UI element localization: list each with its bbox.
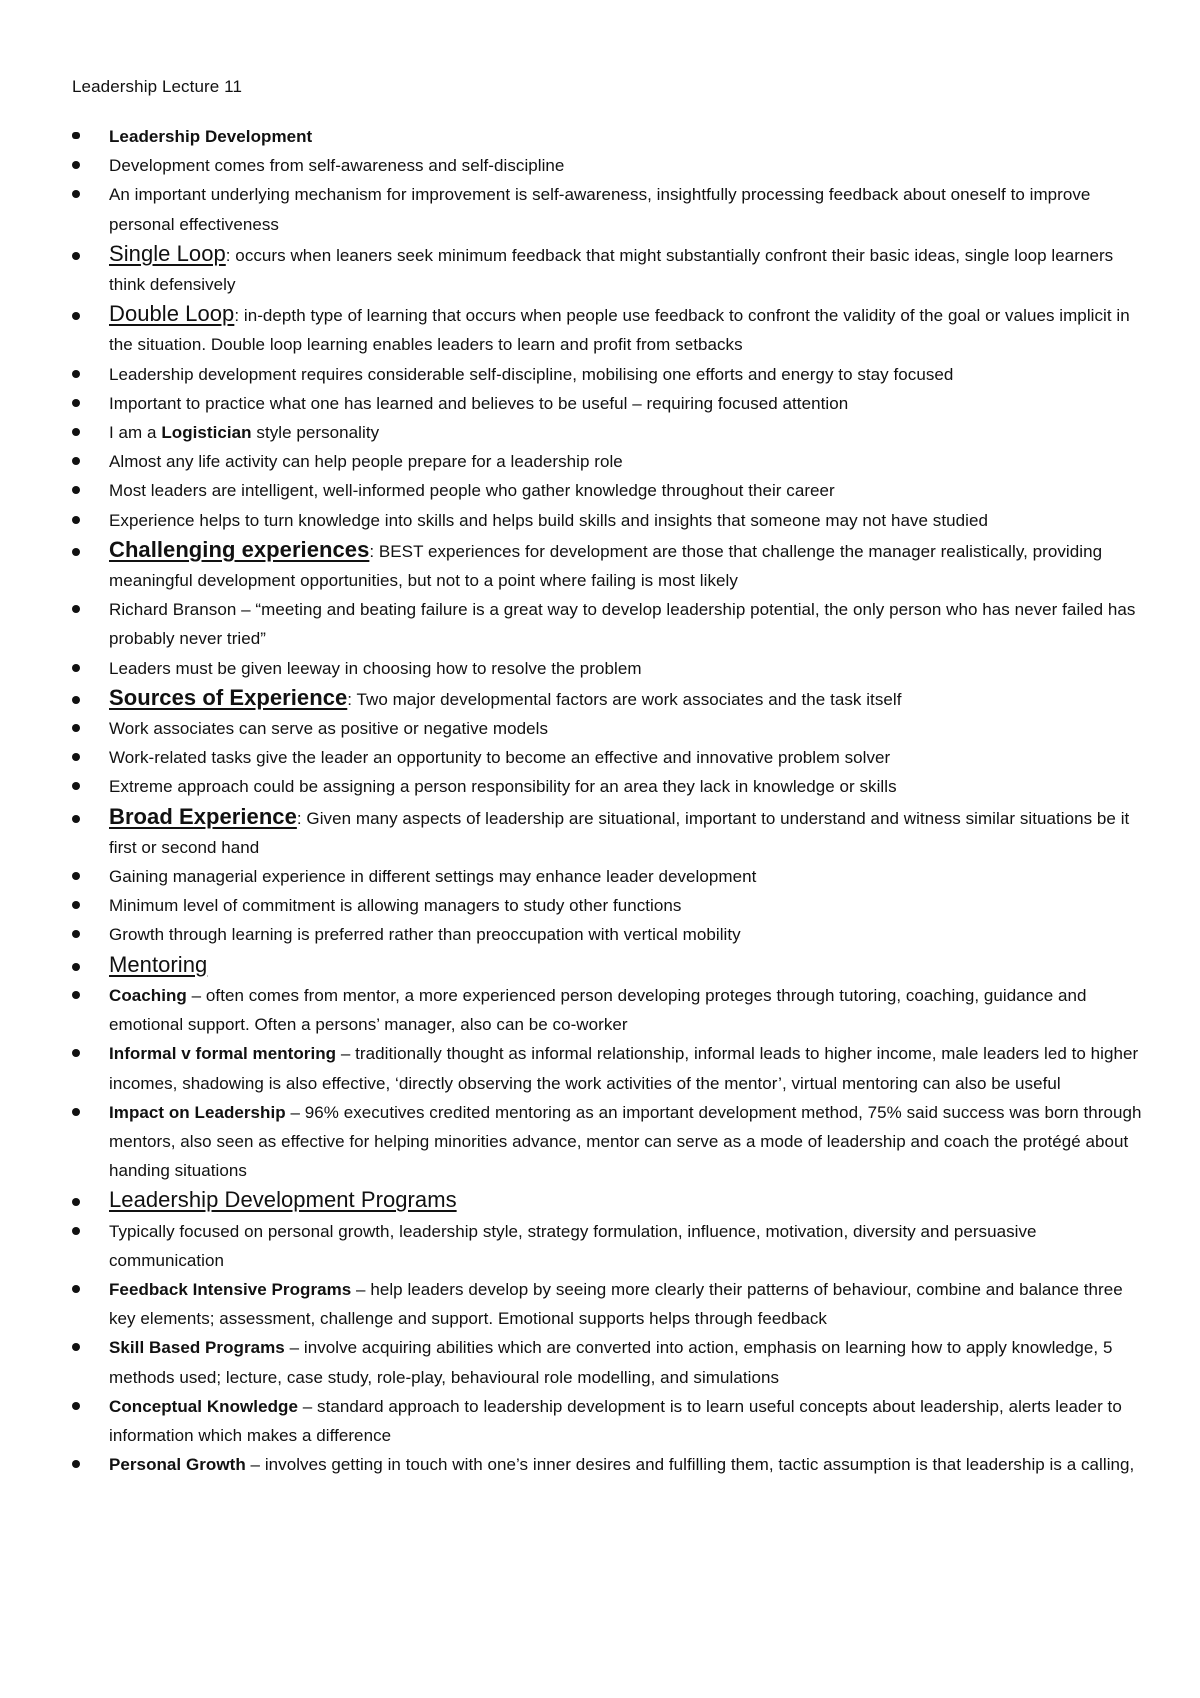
list-item: Coaching – often comes from mentor, a more experienced person developing proteges through tutoring, coaching, guidance and emotional support. Often a persons’ manager, also can be co-worker	[72, 981, 1152, 1039]
list-item: Experience helps to turn knowledge into skills and helps build skills and insights that someone may not have studied	[72, 506, 1152, 535]
list-item: I am a Logistician style personality	[72, 418, 1152, 447]
heading-leadership-development-programs: Leadership Development Programs	[109, 1187, 457, 1213]
list-item: Almost any life activity can help people prepare for a leadership role	[72, 447, 1152, 476]
list-item	[72, 122, 1152, 151]
list-item: Feedback Intensive Programs – help leaders develop by seeing more clearly their patterns of behaviour, combine and balance three key elements; assessment, challenge and support. Emotional supports helps through feedback	[72, 1275, 1152, 1333]
list-item: Richard Branson – “meeting and beating failure is a great way to develop leadership potential, the only person who has never failed has probably never tried”	[72, 595, 1152, 653]
term-conceptual-knowledge: Conceptual Knowledge	[109, 1396, 298, 1416]
list-item: Minimum level of commitment is allowing managers to study other functions	[72, 891, 1152, 920]
list-item: Extreme approach could be assigning a person responsibility for an area they lack in knowledge or skills	[72, 772, 1152, 801]
list-item: Work associates can serve as positive or negative models	[72, 714, 1152, 743]
term-coaching: Coaching	[109, 985, 187, 1005]
list-item: Development comes from self-awareness and self-discipline	[72, 151, 1152, 180]
list-item: Work-related tasks give the leader an opportunity to become an effective and innovative problem solver	[72, 743, 1152, 772]
list-item: Gaining managerial experience in different settings may enhance leader development	[72, 862, 1152, 891]
notes-list	[72, 122, 1152, 1479]
list-item: An important underlying mechanism for improvement is self-awareness, insightfully processing feedback about oneself to improve personal effectiveness	[72, 180, 1152, 238]
list-item: Single Loop: occurs when leaners seek minimum feedback that might substantially confront their basic ideas, single loop learners think defensively	[72, 239, 1152, 299]
list-item	[72, 950, 1152, 981]
term-skill-based-programs: Skill Based Programs	[109, 1338, 285, 1358]
list-item: Leaders must be given leeway in choosing how to resolve the problem	[72, 654, 1152, 683]
term-informal-formal-mentoring: Informal v formal mentoring	[109, 1044, 337, 1064]
section-title: Leadership Development	[109, 127, 313, 146]
list-item: Sources of Experience: Two major developmental factors are work associates and the task itself	[72, 683, 1152, 714]
list-item: Double Loop: in-depth type of learning that occurs when people use feedback to confront the validity of the goal or values implicit in the situation. Double loop learning enables leaders to learn and profit from setbacks	[72, 299, 1152, 359]
heading-challenging-experiences: Challenging experiences	[109, 536, 370, 562]
personality-type: Logistician	[161, 423, 252, 443]
list-item: Broad Experience: Given many aspects of leadership are situational, important to understand and witness similar situations be it first or second hand	[72, 802, 1152, 862]
term-personal-growth: Personal Growth	[109, 1455, 246, 1475]
list-item: Leadership development requires considerable self-discipline, mobilising one efforts and energy to stay focused	[72, 360, 1152, 389]
list-item: Informal v formal mentoring – traditionally thought as informal relationship, informal leads to higher income, male leaders led to higher incomes, shadowing is also effective, ‘directly observing the work activities of the mentor’, virtual mentoring can also be useful	[72, 1039, 1152, 1097]
heading-single-loop: Single Loop	[109, 240, 226, 266]
heading-sources-of-experience: Sources of Experience	[109, 684, 348, 710]
heading-mentoring: Mentoring	[109, 951, 208, 977]
heading-broad-experience: Broad Experience	[109, 803, 297, 829]
list-item: Typically focused on personal growth, leadership style, strategy formulation, influence, motivation, diversity and persuasive communication	[72, 1217, 1152, 1275]
term-feedback-intensive-programs: Feedback Intensive Programs	[109, 1279, 352, 1299]
list-item	[72, 1185, 1152, 1216]
list-item: Challenging experiences: BEST experiences for development are those that challenge the manager realistically, providing meaningful development opportunities, but not to a point where failing is most likely	[72, 535, 1152, 595]
list-item: Most leaders are intelligent, well-informed people who gather knowledge throughout their career	[72, 476, 1152, 505]
list-item: Growth through learning is preferred rather than preoccupation with vertical mobility	[72, 920, 1152, 949]
list-item: Impact on Leadership – 96% executives credited mentoring as an important development method, 75% said success was born through mentors, also seen as effective for helping minorities advance, mentor can serve as a mode of leadership and coach the protégé about handing situations	[72, 1098, 1152, 1186]
list-item: Personal Growth – involves getting in touch with one’s inner desires and fulfilling them, tactic assumption is that leadership is a calling,	[72, 1450, 1152, 1479]
list-item: Skill Based Programs – involve acquiring abilities which are converted into action, emphasis on learning how to apply knowledge, 5 methods used; lecture, case study, role-play, behavioural role modelling, and simulations	[72, 1333, 1152, 1391]
list-item: Important to practice what one has learned and believes to be useful – requiring focused attention	[72, 389, 1152, 418]
document-title: Leadership Lecture 11	[72, 77, 243, 96]
term-impact-on-leadership: Impact on Leadership	[109, 1102, 286, 1122]
list-item: Conceptual Knowledge – standard approach to leadership development is to learn useful concepts about leadership, alerts leader to information which makes a difference	[72, 1392, 1152, 1450]
heading-double-loop: Double Loop	[109, 301, 235, 327]
